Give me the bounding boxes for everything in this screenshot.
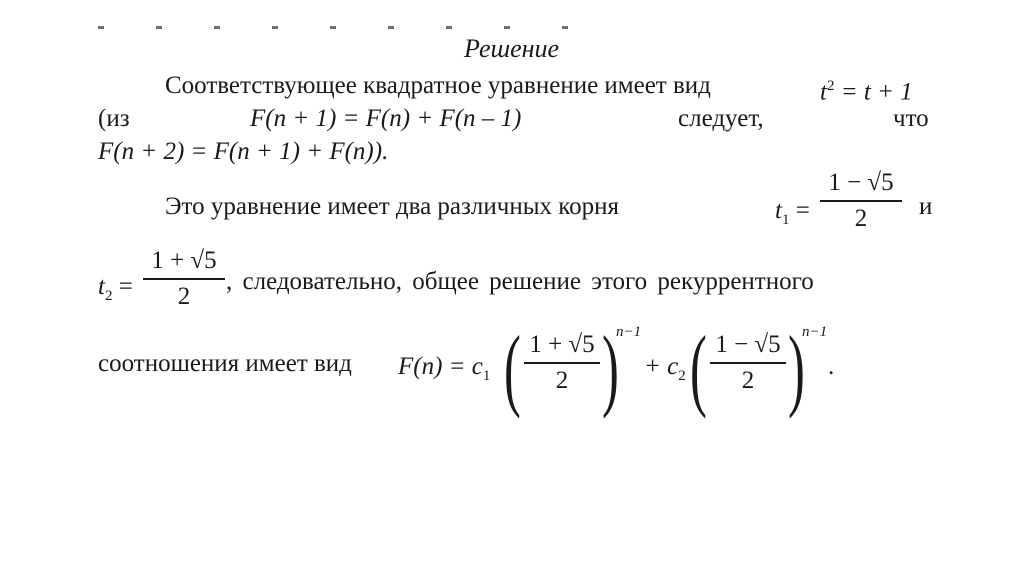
right-paren-1: ) bbox=[602, 317, 619, 419]
t1-fraction bbox=[820, 168, 902, 234]
fraction-bar bbox=[524, 362, 600, 364]
fraction-bar bbox=[820, 200, 902, 202]
f1-denominator: 2 bbox=[555, 367, 569, 394]
formula-end-period: . bbox=[828, 353, 835, 380]
eq-variable-t: t bbox=[820, 78, 827, 106]
para2-line1-text: Это уравнение имеет два различных корня bbox=[165, 193, 620, 220]
left-paren-1: ( bbox=[504, 317, 521, 419]
para2-line2-text: , следовательно, общее решение этого рекуррентного bbox=[226, 268, 814, 295]
para1-line1-text: Соответствующее квадратное уравнение имеет вид bbox=[165, 72, 711, 99]
conjunction-and: и bbox=[919, 193, 933, 220]
fraction-bar bbox=[710, 362, 786, 364]
formula-fraction-1 bbox=[524, 330, 600, 396]
f2-numerator: 1 − √5 bbox=[715, 331, 781, 358]
cropped-text-line bbox=[98, 26, 618, 29]
f2-denominator: 2 bbox=[741, 367, 755, 394]
exponent-2: n−1 bbox=[802, 324, 828, 340]
t1-denominator: 2 bbox=[854, 205, 868, 232]
para1-line2-open: (из bbox=[98, 105, 130, 132]
para1-equation bbox=[820, 71, 913, 107]
para1-line2-that: что bbox=[893, 105, 929, 132]
para2-line3-text: соотношения имеет вид bbox=[98, 350, 352, 377]
t2-numerator: 1 + √5 bbox=[151, 247, 217, 274]
formula-lhs: $F(n) = c_1$ bbox=[398, 353, 491, 384]
t1-label: $t_1$ = bbox=[775, 197, 810, 228]
t2-label: $t_2$ = bbox=[98, 273, 133, 304]
f1-numerator: 1 + √5 bbox=[529, 331, 595, 358]
left-paren-2: ( bbox=[690, 317, 707, 419]
formula-plus-c2: + $c_2$ bbox=[644, 353, 686, 384]
fraction-bar bbox=[143, 278, 225, 280]
exponent-1: n−1 bbox=[616, 324, 642, 340]
t2-fraction bbox=[143, 246, 225, 312]
t2-denominator: 2 bbox=[177, 283, 191, 310]
formula-fraction-2 bbox=[710, 330, 786, 396]
eq-exponent: 2 bbox=[826, 78, 835, 94]
section-heading: Решение bbox=[464, 34, 560, 63]
t1-numerator: 1 − √5 bbox=[828, 169, 894, 196]
right-paren-2: ) bbox=[788, 317, 805, 419]
para1-line2-equation: F(n + 1) = F(n) + F(n – 1) bbox=[250, 105, 522, 132]
para1-line3-equation: F(n + 2) = F(n + 1) + F(n)). bbox=[98, 138, 389, 165]
eq-rest: = t + 1 bbox=[834, 78, 913, 106]
para1-line2-follows: следует, bbox=[678, 105, 764, 132]
